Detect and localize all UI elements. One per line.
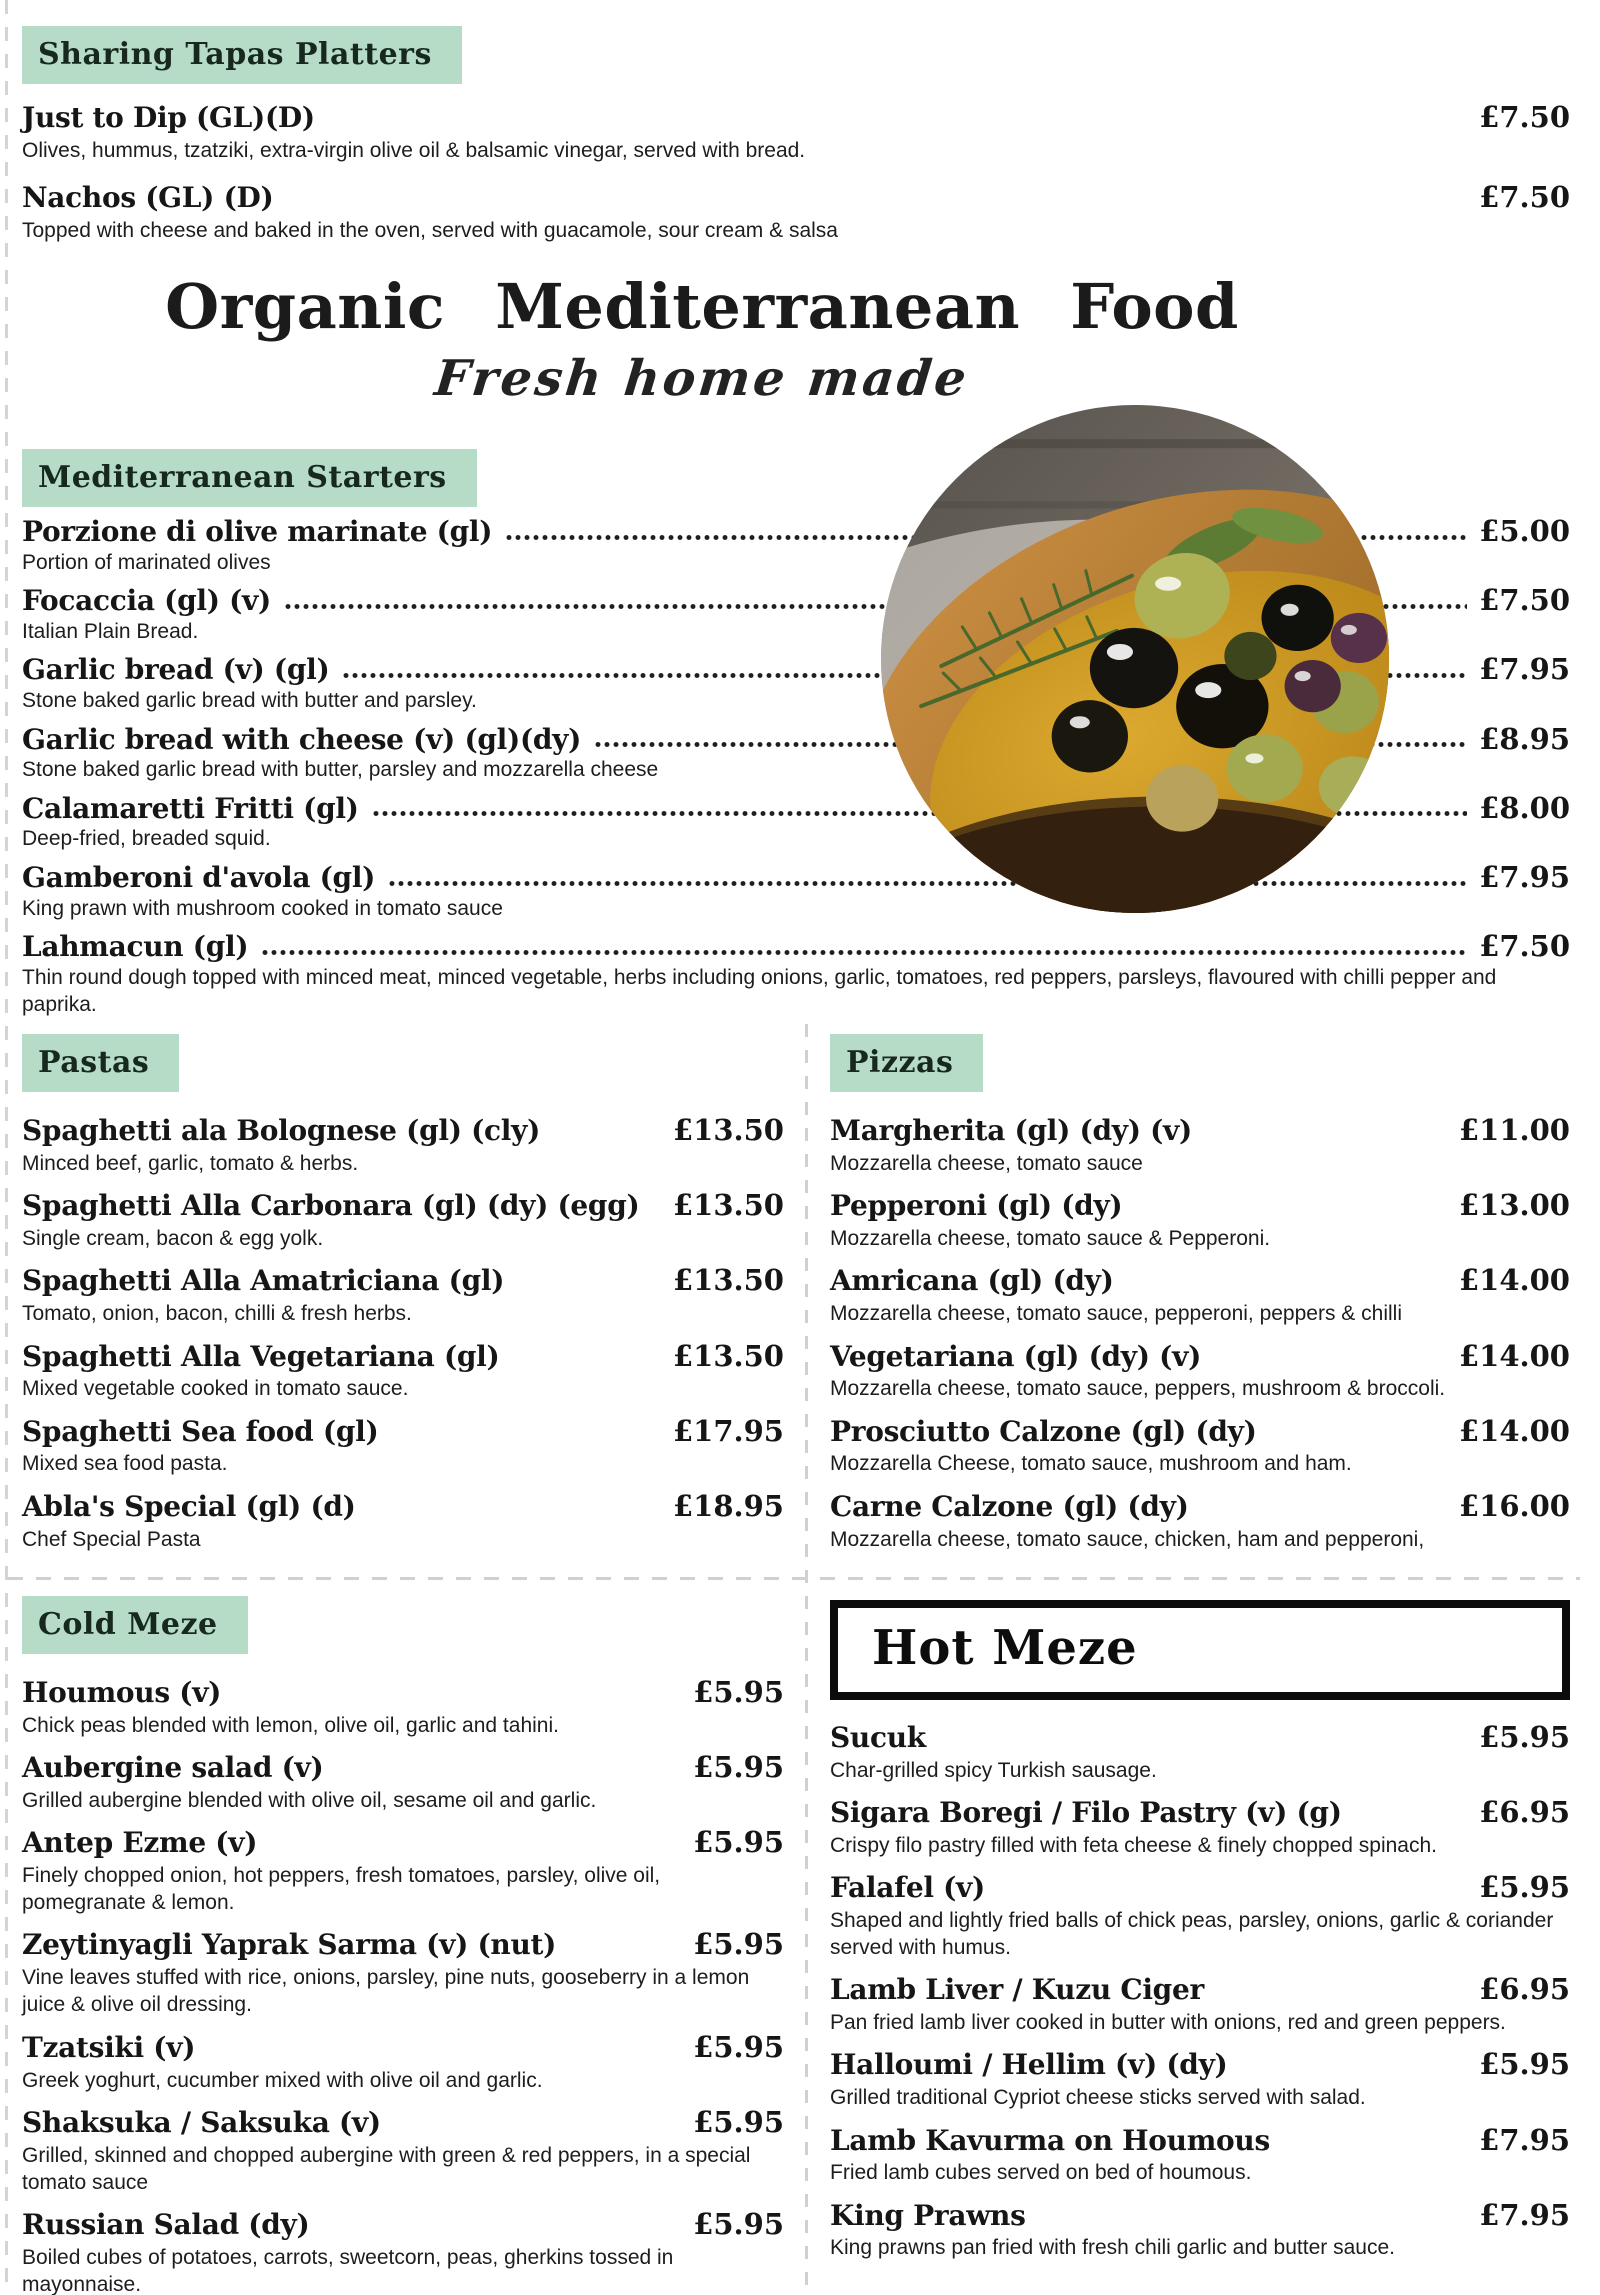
- menu-item-row: [830, 1972, 1570, 2036]
- item-name: Spaghetti Alla Vegetariana (gl): [22, 1339, 500, 1373]
- item-name: Halloumi / Hellim (v) (dy): [830, 2048, 1228, 2082]
- item-description: Boiled cubes of potatoes, carrots, sweetcorn, peas, gherkins tossed in mayonnaise.: [22, 2246, 674, 2295]
- item-description: Vine leaves stuffed with rice, onions, parsley, pine nuts, gooseberry in a lemon juice & olive oil dressing.: [22, 1966, 750, 2017]
- item-name: Calamaretti Fritti (gl): [22, 791, 359, 825]
- item-name: Margherita (gl) (dy) (v): [830, 1114, 1192, 1148]
- item-price: £5.95: [693, 1927, 784, 1962]
- item-name: Shaksuka / Saksuka (v): [22, 2105, 381, 2139]
- item-description: Grilled, skinned and chopped aubergine with green & red peppers, in a special tomato sauce: [22, 2143, 751, 2194]
- olive-bowl-photo: [881, 405, 1389, 913]
- item-description: Italian Plain Bread.: [22, 620, 199, 644]
- menu-item-row: [830, 2123, 1570, 2187]
- dotted-leader: [262, 948, 1467, 957]
- item-price: £5.95: [693, 1674, 784, 1709]
- menu-item-head: [830, 1489, 1570, 1524]
- menu-item-row: [830, 1414, 1570, 1478]
- item-price: £13.50: [673, 1113, 784, 1148]
- menu-item-row: [830, 1263, 1570, 1327]
- menu-item-head: [830, 1113, 1570, 1148]
- cold-meze-items: [22, 1675, 784, 2295]
- item-price: £7.95: [1479, 652, 1570, 687]
- item-name: Just to Dip (GL)(D): [22, 101, 315, 134]
- item-price: £7.50: [1479, 583, 1570, 618]
- item-description: Deep-fried, breaded squid.: [22, 827, 271, 851]
- menu-item-row: [830, 1720, 1570, 1784]
- menu-item-row: [830, 1188, 1570, 1252]
- item-price: £5.95: [1479, 1719, 1570, 1754]
- item-price: £13.50: [673, 1263, 784, 1298]
- menu-item-row: [830, 1870, 1570, 1961]
- menu-item-row: [830, 1339, 1570, 1403]
- item-name: Falafel (v): [830, 1870, 985, 1904]
- item-price: £7.50: [1479, 928, 1570, 963]
- item-name: Garlic bread with cheese (v) (gl)(dy): [22, 722, 582, 756]
- item-name: Spaghetti Alla Amatriciana (gl): [22, 1264, 505, 1298]
- item-price: £6.95: [1479, 1972, 1570, 2007]
- pastas-section: [22, 1034, 784, 1553]
- menu-item-head: [22, 2207, 784, 2242]
- column-dashed-divider: [805, 1024, 808, 2295]
- menu-item-head: [22, 1188, 784, 1223]
- section-header-tapas: Sharing Tapas Platters: [22, 26, 462, 84]
- item-description: Mozzarella cheese, tomato sauce, pepperoni, peppers & chilli: [830, 1302, 1402, 1326]
- item-price: £5.95: [693, 1824, 784, 1859]
- horizontal-dashed-divider: [8, 1577, 1580, 1580]
- pizzas-section: [830, 1034, 1570, 1553]
- section-header-starters: Mediterranean Starters: [22, 449, 477, 507]
- item-name: Carne Calzone (gl) (dy): [830, 1489, 1189, 1523]
- item-description: King prawn with mushroom cooked in tomato sauce: [22, 896, 503, 920]
- menu-item-row: [830, 2047, 1570, 2111]
- item-description: Mozzarella cheese, tomato sauce & Pepperoni.: [830, 1227, 1271, 1251]
- item-price: £7.95: [1479, 859, 1570, 894]
- menu-item-head: [22, 1489, 784, 1524]
- item-name: Houmous (v): [22, 1675, 222, 1709]
- item-name: Gamberoni d'avola (gl): [22, 860, 376, 894]
- menu-item-head: [22, 1113, 784, 1148]
- item-description: Portion of marinated olives: [22, 551, 271, 575]
- item-name: Tzatsiki (v): [22, 2030, 196, 2064]
- menu-item-head: [22, 2105, 784, 2140]
- item-description: Olives, hummus, tzatziki, extra-virgin olive oil & balsamic vinegar, served with bread.: [22, 138, 806, 162]
- item-description: Chick peas blended with lemon, olive oil, garlic and tahini.: [22, 1713, 559, 1737]
- menu-item-row: [22, 1263, 784, 1327]
- item-description: Mozzarella Cheese, tomato sauce, mushroom and ham.: [830, 1452, 1352, 1476]
- item-price: £14.00: [1459, 1413, 1570, 1448]
- hot-meze-items: [830, 1720, 1570, 2262]
- menu-item-row: [830, 1113, 1570, 1177]
- item-description: Mozzarella cheese, tomato sauce, peppers, mushroom & broccoli.: [830, 1377, 1446, 1401]
- section-header-hot-meze: Hot Meze: [872, 1619, 1138, 1676]
- menu-item-head: [22, 2030, 784, 2065]
- menu-item-head: [830, 1263, 1570, 1298]
- item-price: £7.50: [1479, 180, 1570, 215]
- menu-item-row: [830, 1795, 1570, 1859]
- item-description: Single cream, bacon & egg yolk.: [22, 1227, 324, 1251]
- two-column-area: [22, 1034, 1570, 2295]
- item-description: Shaped and lightly fried balls of chick peas, parsley, onions, garlic & coriander served with humus.: [830, 1908, 1554, 1960]
- item-name: Spaghetti Sea food (gl): [22, 1414, 379, 1448]
- item-price: £5.95: [693, 2104, 784, 2139]
- item-price: £18.95: [673, 1488, 784, 1523]
- menu-item-row: [22, 1489, 784, 1553]
- menu-item-head: [830, 1188, 1570, 1223]
- item-name: King Prawns: [830, 2198, 1026, 2232]
- menu-item-head: [830, 1870, 1570, 1905]
- menu-item-head: [830, 1339, 1570, 1374]
- item-price: £7.50: [1479, 100, 1570, 134]
- menu-item-head: [830, 1795, 1570, 1830]
- menu-item-head: [830, 1720, 1570, 1755]
- menu-item-row: [22, 1188, 784, 1252]
- menu-item-row: [22, 2105, 784, 2196]
- item-name: Antep Ezme (v): [22, 1825, 258, 1859]
- item-description: Char-grilled spicy Turkish sausage.: [830, 1758, 1157, 1782]
- item-description: Mixed sea food pasta.: [22, 1452, 228, 1476]
- item-name: Lamb Kavurma on Houmous: [830, 2123, 1270, 2157]
- menu-item-head: [22, 1263, 784, 1298]
- menu-item-row: [22, 1825, 784, 1916]
- menu-item-head: [830, 1972, 1570, 2007]
- item-description: Grilled aubergine blended with olive oil, sesame oil and garlic.: [22, 1788, 597, 1812]
- item-price: £13.50: [673, 1338, 784, 1373]
- item-price: £7.95: [1479, 2122, 1570, 2157]
- item-description: Topped with cheese and baked in the oven, served with guacamole, sour cream & salsa: [22, 218, 838, 242]
- item-name: Spaghetti Alla Carbonara (gl) (dy) (egg): [22, 1189, 640, 1223]
- item-description: Stone baked garlic bread with butter, parsley and mozzarella cheese: [22, 758, 659, 782]
- item-description: Finely chopped onion, hot peppers, fresh tomatoes, parsley, olive oil, pomegranate & lemon.: [22, 1863, 661, 1915]
- item-description: Fried lamb cubes served on bed of houmous.: [830, 2161, 1252, 2185]
- item-description: Thin round dough topped with minced meat, minced vegetable, herbs including onions, garlic, tomatoes, red peppers, parsleys, flavoured with chilli pepper and paprika.: [22, 965, 1497, 1016]
- menu-item-head: [22, 100, 1570, 135]
- item-price: £5.00: [1479, 514, 1570, 549]
- item-price: £5.95: [693, 2029, 784, 2064]
- item-name: Vegetariana (gl) (dy) (v): [830, 1339, 1202, 1373]
- menu-item-head: [22, 929, 1570, 964]
- item-description: Greek yoghurt, cucumber mixed with olive oil and garlic.: [22, 2068, 543, 2092]
- menu-item-row: [22, 1675, 784, 1739]
- menu-item-row: [22, 929, 1570, 1018]
- menu-item-row: [22, 1113, 784, 1177]
- item-description: Chef Special Pasta: [22, 1527, 201, 1551]
- tapas-items: [22, 100, 1570, 244]
- item-name: Garlic bread (v) (gl): [22, 653, 330, 687]
- item-name: Nachos (GL) (D): [22, 181, 274, 215]
- item-description: Pan fried lamb liver cooked in butter with onions, red and green peppers.: [830, 2011, 1506, 2035]
- item-price: £13.50: [673, 1188, 784, 1223]
- menu-item-head: [22, 1750, 784, 1785]
- item-price: £11.00: [1459, 1113, 1570, 1148]
- item-price: £5.95: [1479, 1869, 1570, 1904]
- page-title: Organic Mediterranean Food: [165, 270, 1239, 344]
- menu-item-head: [22, 1675, 784, 1710]
- item-price: £7.95: [1479, 2197, 1570, 2232]
- item-price: £14.00: [1459, 1338, 1570, 1373]
- menu-item-head: [22, 1339, 784, 1374]
- pizzas-items: [830, 1113, 1570, 1553]
- item-price: £17.95: [673, 1413, 784, 1448]
- menu-item-row: [22, 1750, 784, 1814]
- item-description: Stone baked garlic bread with butter and parsley.: [22, 689, 477, 713]
- menu-item-row: [830, 2198, 1570, 2262]
- menu-item-head: [22, 1825, 784, 1860]
- menu-item-row: [22, 2030, 784, 2094]
- item-name: Lamb Liver / Kuzu Ciger: [830, 1973, 1204, 2007]
- item-price: £5.95: [1479, 2047, 1570, 2082]
- item-description: Mixed vegetable cooked in tomato sauce.: [22, 1377, 409, 1401]
- item-description: Mozzarella cheese, tomato sauce: [830, 1152, 1143, 1176]
- pastas-items: [22, 1113, 784, 1553]
- item-name: Pepperoni (gl) (dy): [830, 1189, 1123, 1223]
- section-header-cold-meze: Cold Meze: [22, 1596, 248, 1654]
- item-price: £6.95: [1479, 1794, 1570, 1829]
- left-cut-dashed-line: [5, 0, 8, 2295]
- item-price: £5.95: [693, 2207, 784, 2242]
- menu-item-head: [830, 1414, 1570, 1449]
- item-name: Zeytinyagli Yaprak Sarma (v) (nut): [22, 1928, 557, 1962]
- item-description: Tomato, onion, bacon, chilli & fresh herbs.: [22, 1302, 412, 1326]
- item-name: Russian Salad (dy): [22, 2208, 310, 2242]
- menu-item-row: [22, 180, 1570, 244]
- item-price: £14.00: [1459, 1263, 1570, 1298]
- item-name: Spaghetti ala Bolognese (gl) (cly): [22, 1114, 541, 1148]
- item-name: Abla's Special (gl) (d): [22, 1489, 356, 1523]
- hot-meze-section: [830, 1596, 1570, 2295]
- menu-item-head: [830, 2047, 1570, 2082]
- menu-item-head: [830, 2198, 1570, 2233]
- item-name: Amricana (gl) (dy): [830, 1264, 1114, 1298]
- item-price: £5.95: [693, 1749, 784, 1784]
- item-name: Sigara Boregi / Filo Pastry (v) (g): [830, 1795, 1342, 1829]
- menu-item-head: [22, 1927, 784, 1962]
- item-name: Aubergine salad (v): [22, 1750, 324, 1784]
- item-description: Minced beef, garlic, tomato & herbs.: [22, 1152, 359, 1176]
- item-price: £13.00: [1459, 1188, 1570, 1223]
- menu-item-row: [22, 1339, 784, 1403]
- hot-meze-header-box: [830, 1600, 1570, 1700]
- page-subtitle-script: Fresh home made: [432, 349, 972, 408]
- menu-item-row: [830, 1489, 1570, 1553]
- section-header-pizzas: Pizzas: [830, 1034, 983, 1092]
- menu-item-row: [22, 1927, 784, 2018]
- item-name: Sucuk: [830, 1720, 926, 1754]
- item-name: Prosciutto Calzone (gl) (dy): [830, 1414, 1257, 1448]
- item-price: £8.95: [1479, 721, 1570, 756]
- item-name: Focaccia (gl) (v): [22, 584, 271, 618]
- item-description: King prawns pan fried with fresh chili garlic and butter sauce.: [830, 2236, 1395, 2260]
- title-block: [22, 270, 1382, 408]
- menu-item-row: [22, 2207, 784, 2295]
- menu-item-head: [22, 1414, 784, 1449]
- item-name: Porzione di olive marinate (gl): [22, 515, 493, 549]
- item-description: Mozzarella cheese, tomato sauce, chicken, ham and pepperoni,: [830, 1527, 1425, 1551]
- menu-item-head: [830, 2123, 1570, 2158]
- item-name: Lahmacun (gl): [22, 929, 249, 963]
- section-header-pastas: Pastas: [22, 1034, 179, 1092]
- menu-item-head: [22, 180, 1570, 215]
- item-description: Grilled traditional Cypriot cheese sticks served with salad.: [830, 2086, 1366, 2110]
- menu-item-row: [22, 1414, 784, 1478]
- item-description: Crispy filo pastry filled with feta cheese & finely chopped spinach.: [830, 1833, 1437, 1857]
- menu-item-row: [22, 100, 1570, 164]
- cold-meze-section: [22, 1596, 784, 2295]
- item-price: £8.00: [1479, 790, 1570, 825]
- item-price: £16.00: [1459, 1488, 1570, 1523]
